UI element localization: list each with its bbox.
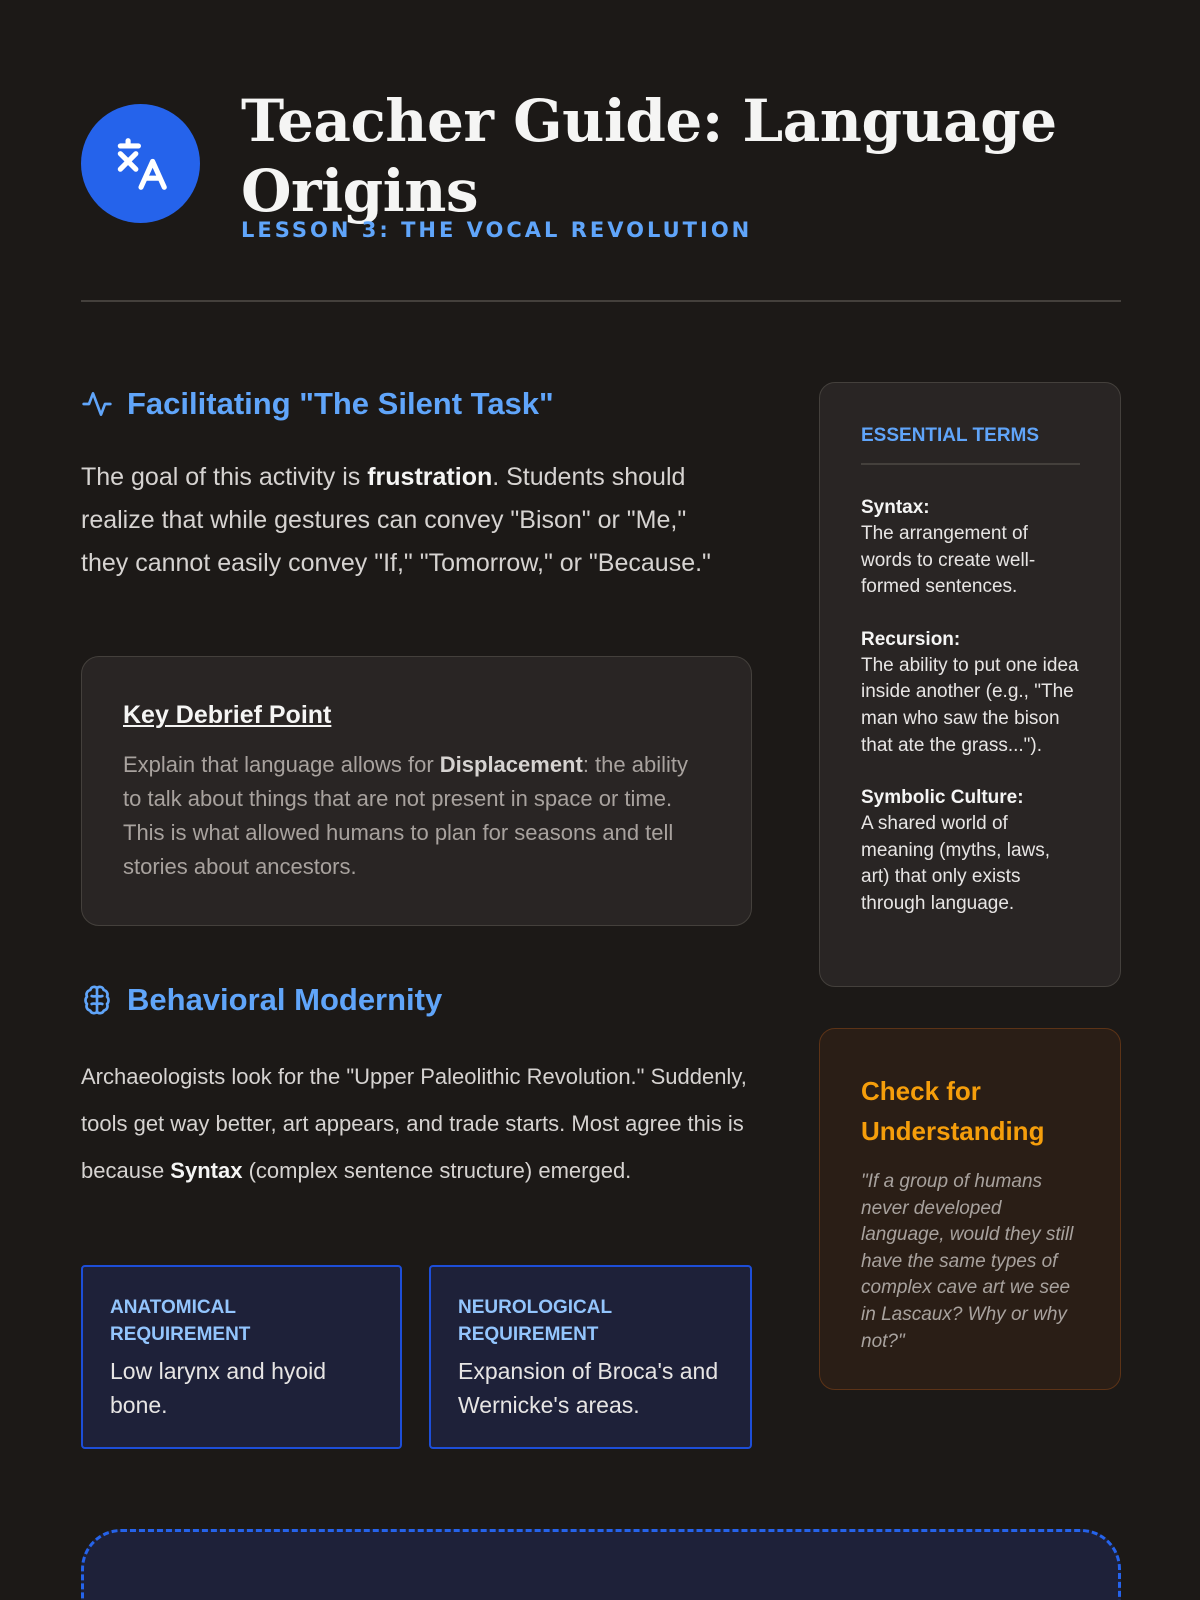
debrief-text bbox=[123, 748, 711, 884]
check-for-understanding-card bbox=[819, 1028, 1121, 1390]
section-heading-silent-task bbox=[81, 386, 554, 422]
debrief-text-part: Explain that language allows for bbox=[123, 752, 440, 777]
logo bbox=[81, 104, 200, 223]
term-item bbox=[861, 785, 1080, 917]
section-heading-text: Facilitating "The Silent Task" bbox=[127, 386, 554, 421]
term-name: Symbolic Culture: bbox=[861, 787, 1024, 809]
neurological-requirement-card bbox=[429, 1265, 752, 1449]
page-title: Teacher Guide: Language Origins bbox=[241, 87, 1057, 225]
bottom-callout-box bbox=[81, 1529, 1121, 1600]
debrief-emphasis: Displacement bbox=[439, 752, 583, 777]
debrief-title: Key Debrief Point bbox=[123, 701, 332, 729]
term-definition: The arrangement of words to create well-formed sentences. bbox=[861, 523, 1036, 598]
essential-terms-card bbox=[819, 382, 1121, 987]
paragraph-text: . Students should realize that while gestures can convey "Bison" or "Me," they cannot easily convey "If," "Tomorrow," or "Because." bbox=[81, 463, 711, 577]
requirement-label: NEUROLOGICAL REQUIREMENT bbox=[458, 1297, 612, 1345]
paragraph-text: The goal of this activity is bbox=[81, 463, 368, 491]
term-name: Syntax: bbox=[861, 497, 930, 518]
section-heading-text: Behavioral Modernity bbox=[127, 982, 443, 1017]
section-heading-behavioral-modernity bbox=[81, 982, 442, 1018]
paragraph-emphasis: frustration bbox=[367, 463, 493, 491]
key-debrief-card bbox=[81, 656, 752, 926]
paragraph-emphasis: Syntax bbox=[170, 1158, 243, 1183]
requirement-value: Low larynx and hyoid bone. bbox=[110, 1358, 327, 1418]
brain-icon bbox=[81, 984, 113, 1016]
paragraph-text: Archaeologists look for the "Upper Paleolithic Revolution." Suddenly, tools get way better, art appears, and trade starts. Most agree this is because bbox=[81, 1064, 747, 1183]
debrief-text-part: : the ability to talk about things that are not present in space or time. This is what allowed humans to plan for seasons and tell stories about ancestors. bbox=[123, 752, 688, 879]
term-name: Recursion: bbox=[861, 628, 961, 650]
check-heading: Check for Understanding bbox=[861, 1076, 1045, 1146]
anatomical-requirement-card bbox=[81, 1265, 402, 1449]
requirement-value: Expansion of Broca's and Wernicke's areas. bbox=[458, 1358, 719, 1418]
header-divider bbox=[81, 300, 1121, 302]
header bbox=[81, 86, 1121, 246]
term-definition: The ability to put one idea inside another (e.g., "The man who saw the bison that ate the grass..."). bbox=[861, 654, 1079, 756]
check-question: "If a group of humans never developed language, would they still have the same types of complex cave art we see in Lascaux? Why or why not?" bbox=[861, 1171, 1074, 1352]
terms-heading: ESSENTIAL TERMS bbox=[861, 425, 1080, 465]
term-definition: A shared world of meaning (myths, laws, art) that only exists through language. bbox=[861, 813, 1051, 914]
term-item bbox=[861, 495, 1080, 601]
silent-task-paragraph bbox=[81, 456, 721, 585]
paragraph-text: (complex sentence structure) emerged. bbox=[242, 1158, 632, 1183]
translate-icon bbox=[110, 133, 172, 195]
behavioral-modernity-paragraph bbox=[81, 1053, 761, 1194]
lesson-subtitle: LESSON 3: THE VOCAL REVOLUTION bbox=[241, 218, 753, 242]
requirement-label: ANATOMICAL REQUIREMENT bbox=[110, 1297, 251, 1345]
activity-icon bbox=[81, 388, 113, 420]
term-item bbox=[861, 627, 1080, 759]
